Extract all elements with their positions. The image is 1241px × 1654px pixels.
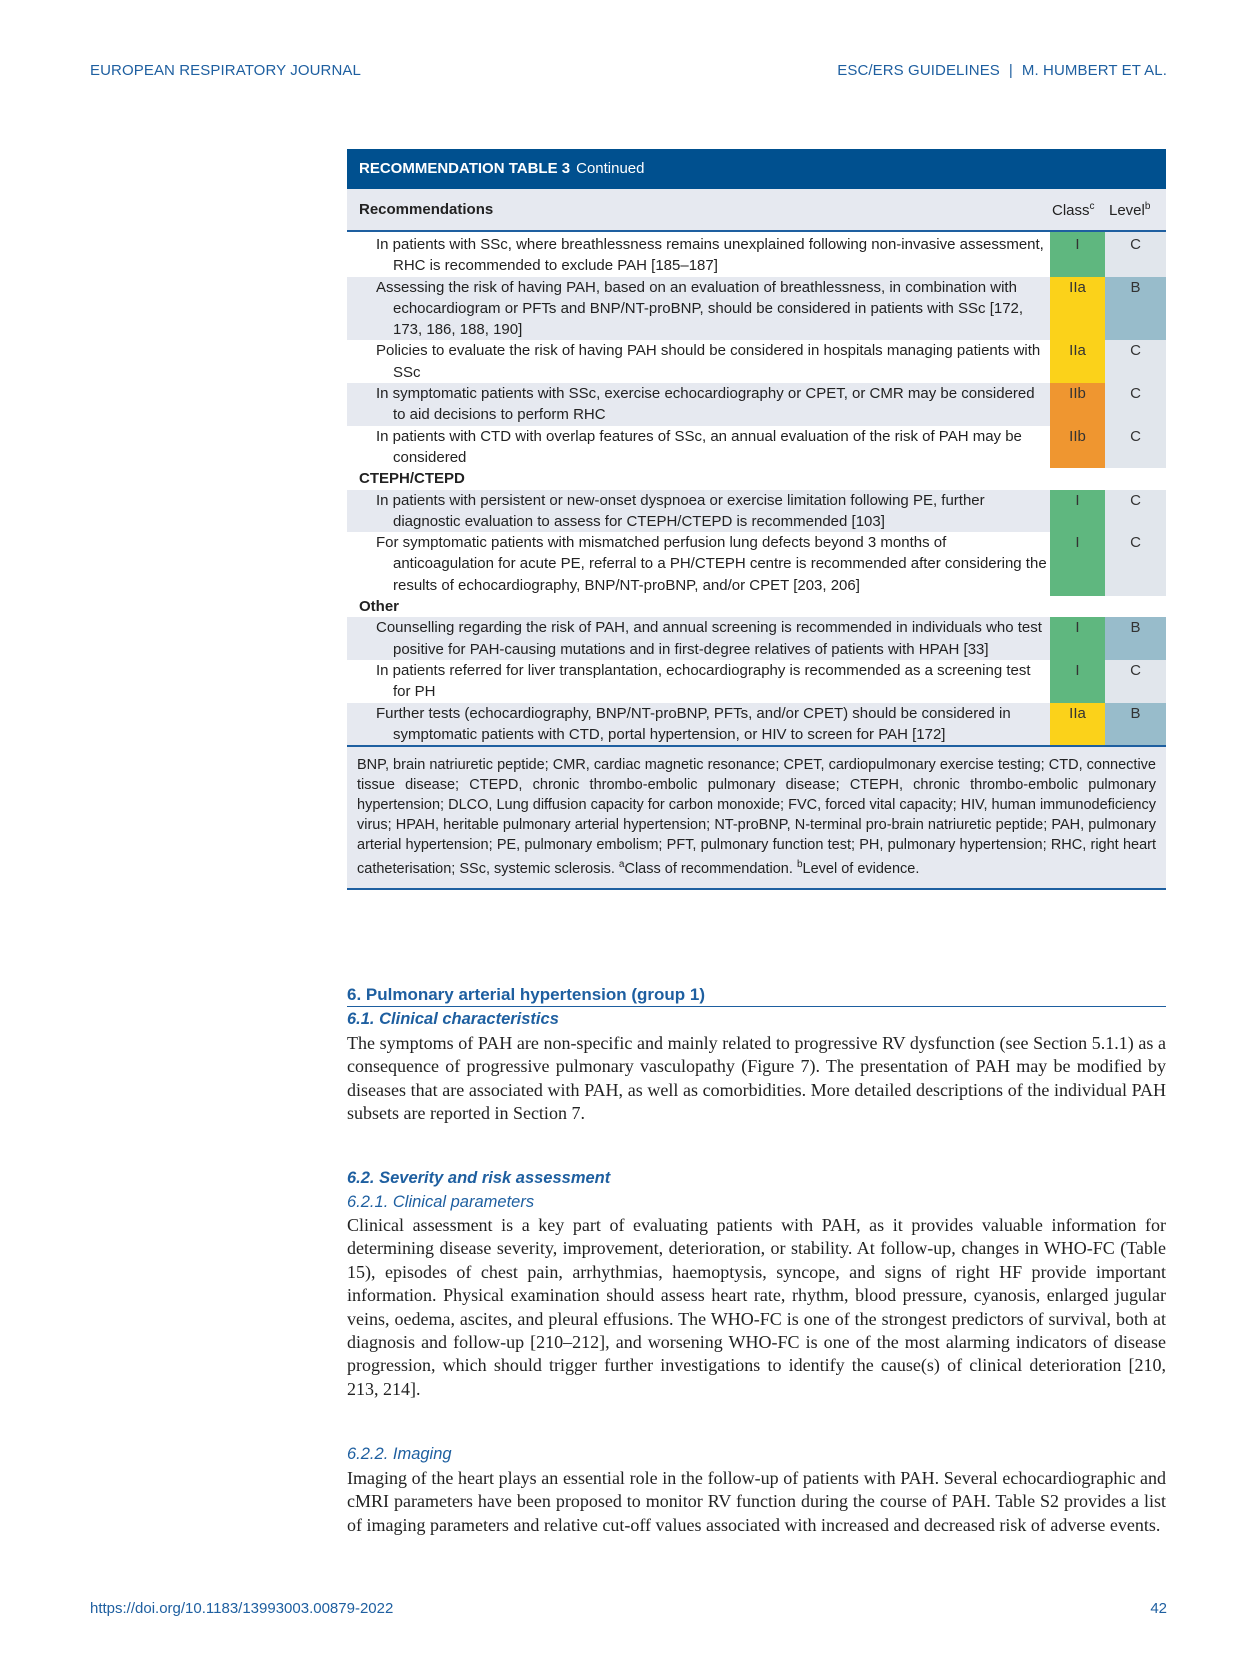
section-6-title: 6. Pulmonary arterial hypertension (group 1): [347, 985, 1166, 1007]
level-cell: C: [1105, 426, 1166, 469]
recommendation-table: [347, 149, 1166, 890]
level-cell: C: [1105, 532, 1166, 596]
table-title-continued: Continued: [576, 160, 645, 177]
level-cell: B: [1105, 617, 1166, 660]
page-number: 42: [1150, 1600, 1167, 1617]
journal-name: EUROPEAN RESPIRATORY JOURNAL: [90, 62, 361, 79]
section-6-2-2-title: 6.2.2. Imaging: [347, 1445, 452, 1463]
level-cell: B: [1105, 703, 1166, 746]
level-cell: B: [1105, 277, 1166, 341]
level-cell: C: [1105, 660, 1166, 703]
recommendation-text: Policies to evaluate the risk of having PAH should be considered in hospitals managing patients with SSc: [376, 342, 1041, 381]
level-cell: C: [1105, 490, 1166, 533]
table-abbreviations: BNP, brain natriuretic peptide; CMR, cardiac magnetic resonance; CPET, cardiopulmonary exercise testing; CTD, connective tissue disease; CTEPD, chronic thrombo-embolic pulmonary disease; CTEPH, chronic thrombo-embolic pulmonary hypertension; DLCO, Lung diffusion capacity for carbon monoxide; FVC, forced vital capacity; HIV, human immunodeficiency virus; HPAH, heritable pulmonary arterial hypertension; NT-proBNP, N-terminal pro-brain natriuretic peptide; PAH, pulmonary arterial hypertension; PE, pulmonary embolism; PFT, pulmonary function test; PH, pulmonary hypertension; RHC, right heart catheterisation; SSc, systemic sclerosis. $^a$Class of recommendation. $^b$Level of evidence.: [347, 747, 1166, 890]
table-row: [347, 660, 1166, 703]
table-section-heading: [347, 596, 1166, 617]
level-cell: C: [1105, 232, 1166, 277]
col-level: Level$^b$: [1109, 201, 1151, 219]
recommendation-text: In symptomatic patients with SSc, exercise echocardiography or CPET, or CMR may be considered to aid decisions to perform RHC: [347, 383, 1050, 426]
col-recommendations: Recommendations: [359, 201, 494, 218]
table-row: [347, 340, 1166, 383]
class-cell: IIb: [1050, 426, 1105, 469]
section-6-2-1-text: Clinical assessment is a key part of evaluating patients with PAH, as it provides valuable information for determining disease severity, improvement, deterioration, or stability. At follow-up, changes in WHO-FC (Table 15), episodes of chest pain, arrhythmias, haemoptysis, syncope, and signs of right HF provide important information. Physical examination should assess heart rate, rhythm, blood pressure, cyanosis, enlarged jugular veins, oedema, ascites, and pleural effusions. The WHO-FC is one of the strongest predictors of survival, both at diagnosis and follow-up [210–212], and worsening WHO-FC is one of the most alarming indicators of disease progression, which should trigger further investigations to identify the cause(s) of clinical deterioration [210, 213, 214].: [347, 1215, 1166, 1399]
class-cell: IIa: [1050, 340, 1105, 383]
col-class: Class$^c$: [1052, 201, 1095, 219]
class-cell: IIa: [1050, 277, 1105, 341]
level-cell: C: [1105, 383, 1166, 426]
table-row: [347, 490, 1166, 533]
class-cell: I: [1050, 532, 1105, 596]
recommendation-text: Counselling regarding the risk of PAH, and annual screening is recommended in individuals who test positive for PAH-causing mutations and in first-degree relatives of patients with HPAH [33]: [347, 617, 1050, 660]
table-row: [347, 617, 1166, 660]
header-separator: |: [1008, 62, 1013, 79]
recommendation-text: In patients with persistent or new-onset dyspnoea or exercise limitation following PE, further diagnostic evaluation to assess for CTEPH/CTEPD is recommended [103]: [347, 490, 1050, 533]
table-row: [347, 383, 1166, 426]
section-heading-label: Other: [347, 596, 1166, 617]
class-cell: I: [1050, 617, 1105, 660]
recommendation-text: For symptomatic patients with mismatched perfusion lung defects beyond 3 months of anticoagulation for acute PE, referral to a PH/CTEPH centre is recommended after considering the results of echocardiography, BNP/NT-proBNP, and/or CPET [203, 206]: [376, 534, 1047, 594]
table-title: RECOMMENDATION TABLE 3: [359, 160, 571, 177]
guidelines-label: ESC/ERS GUIDELINES: [837, 62, 1000, 79]
class-cell: IIb: [1050, 383, 1105, 426]
level-cell: C: [1105, 340, 1166, 383]
class-cell: IIa: [1050, 703, 1105, 746]
class-cell: I: [1050, 660, 1105, 703]
recommendation-text: In patients with CTD with overlap features of SSc, an annual evaluation of the risk of PAH may be considered: [376, 427, 1022, 466]
section-6-1-text: The symptoms of PAH are non-specific and mainly related to progressive RV dysfunction (see Section 5.1.1) as a consequence of progressive pulmonary vasculopathy (Figure 7). The presentation of PAH may be modified by diseases that are associated with PAH, as well as comorbidities. More detailed descriptions of the individual PAH subsets are reported in Section 7.: [347, 1033, 1166, 1124]
table-row: [347, 277, 1166, 341]
table-row: [347, 232, 1166, 277]
table-column-headers: [347, 189, 1166, 232]
section-heading-label: CTEPH/CTEPD: [347, 468, 1166, 489]
table-section-heading: [347, 468, 1166, 489]
recommendation-text: In patients with SSc, where breathlessness remains unexplained following non-invasive assessment, RHC is recommended to exclude PAH [185–187]: [376, 236, 1044, 275]
section-6-2-2-text: Imaging of the heart plays an essential role in the follow-up of patients with PAH. Several echocardiographic and cMRI parameters have been proposed to monitor RV function during the course of PAH. Table S2 provides a list of imaging parameters and relative cut-off values associated with increased and decreased risk of adverse events.: [347, 1468, 1166, 1535]
section-6-1-title: 6.1. Clinical characteristics: [347, 1010, 559, 1028]
class-cell: I: [1050, 490, 1105, 533]
section-6-2-title: 6.2. Severity and risk assessment: [347, 1169, 611, 1187]
running-header: [837, 62, 1167, 79]
recommendation-text: In patients referred for liver transplantation, echocardiography is recommended as a screening test for PH: [376, 661, 1031, 701]
authors-label: M. HUMBERT ET AL.: [1021, 62, 1167, 79]
doi-link[interactable]: https://doi.org/10.1183/13993003.00879-2022: [90, 1600, 394, 1617]
table-body: [347, 232, 1166, 747]
recommendation-text: Assessing the risk of having PAH, based on an evaluation of breathlessness, in combination with echocardiogram or PFTs and BNP/NT-proBNP, should be considered in patients with SSc [172, 173, 186, 188, 190]: [347, 277, 1050, 341]
table-row: [347, 703, 1166, 746]
recommendation-text: Further tests (echocardiography, BNP/NT-proBNP, PFTs, and/or CPET) should be considered in symptomatic patients with CTD, portal hypertension, or HIV to screen for PAH [172]: [347, 703, 1050, 746]
table-row: [347, 532, 1166, 596]
table-title-bar: [347, 149, 1166, 189]
table-row: [347, 426, 1166, 469]
class-cell: I: [1050, 232, 1105, 277]
section-6-2-1-title: 6.2.1. Clinical parameters: [347, 1193, 535, 1211]
